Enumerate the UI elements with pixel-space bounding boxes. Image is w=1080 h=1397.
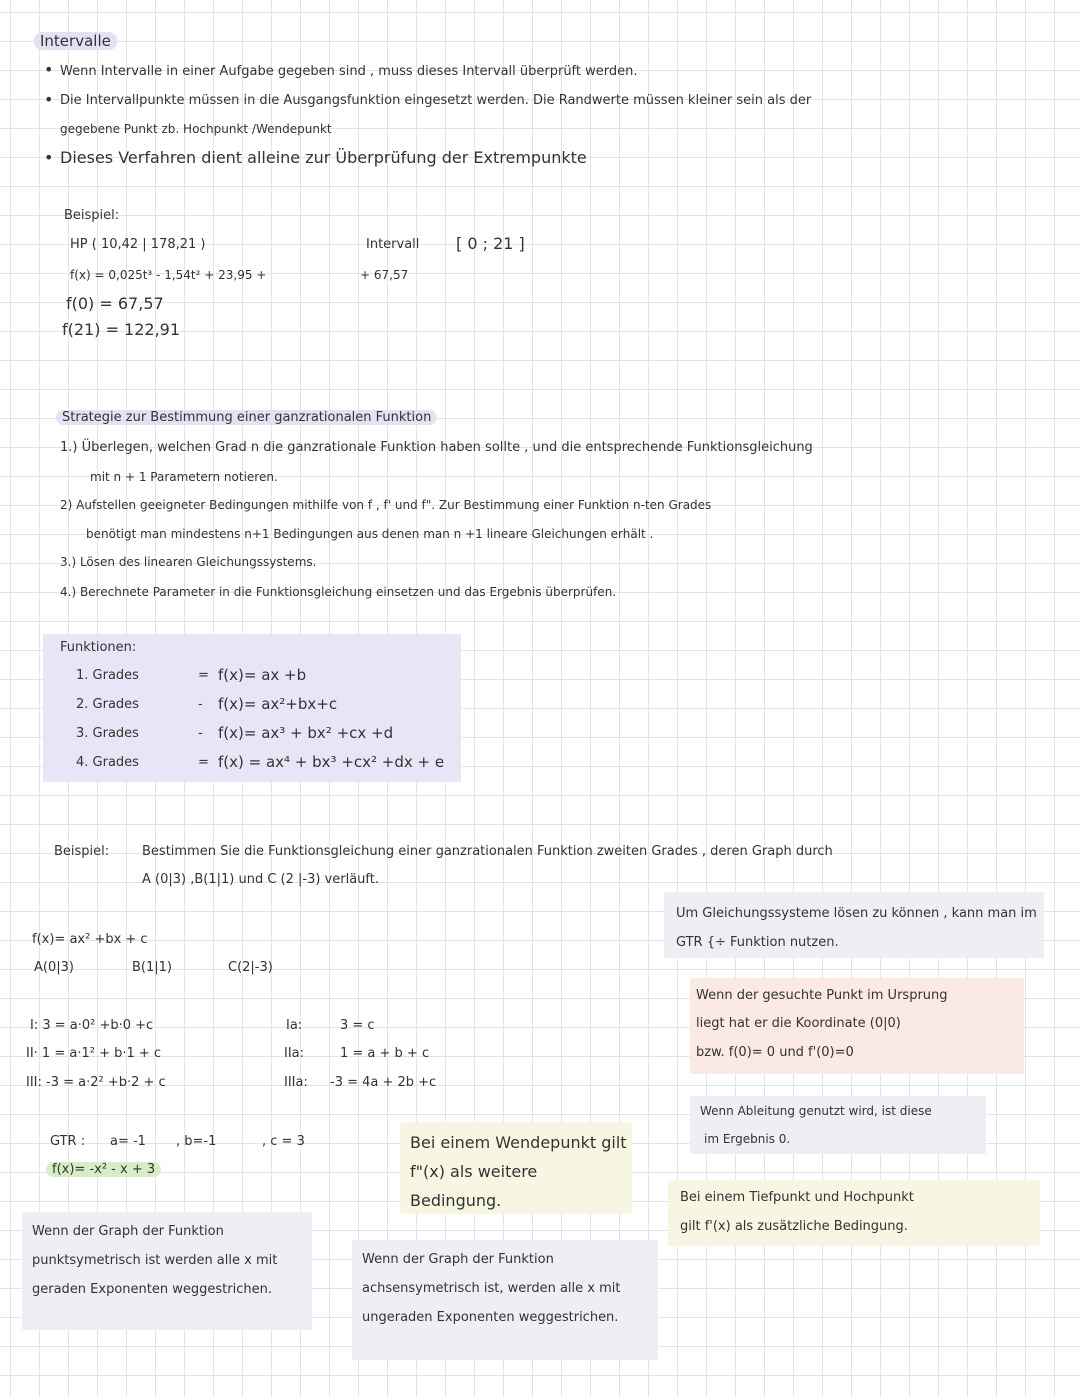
example2-gtr-label: GTR : (50, 1134, 86, 1149)
example2-gtr-b: , b=-1 (176, 1134, 217, 1149)
functions-header: Funktionen: (60, 640, 137, 655)
gtr-note: Um Gleichungssysteme lösen zu können , kann man im GTR {÷ Funktion nutzen. (676, 906, 1037, 950)
example2-gtr-a: a= -1 (110, 1134, 146, 1149)
example1-f0: f(0) = 67,57 (66, 294, 164, 313)
axis-sym-note: Wenn der Graph der Funktion achsensymetrisch ist, werden alle x mit ungeraden Exponenten weggestrichen. (362, 1252, 621, 1325)
strategy-step4: 4.) Berechnete Parameter in die Funktionsgleichung einsetzen und das Ergebnis überprüfen. (60, 585, 617, 599)
origin-note-line-2: liegt hat er die Koordinate (0|0) (696, 1016, 901, 1031)
wendepunkt-note: Bei einem Wendepunkt gilt f"(x) als weitere Bedingung. (410, 1133, 627, 1210)
example1-label: Beispiel: (64, 208, 120, 223)
page-title: Intervalle (34, 32, 117, 50)
example2-equation-3a: -3 = 4a + 2b +c (330, 1075, 437, 1090)
derivative-note-line-1: Wenn Ableitung genutzt wird, ist diese (700, 1104, 932, 1118)
functions-formula-4: f(x) = ax⁴ + bx³ +cx² +dx + e (218, 753, 445, 771)
functions-grade-4: 4. Grades (76, 755, 139, 770)
example2-label: Beispiel: (54, 844, 110, 859)
example2-equation-1: I: 3 = a·0² +b·0 +c (30, 1018, 154, 1033)
example2-task-1: Bestimmen Sie die Funktionsgleichung einer ganzrationalen Funktion zweiten Grades , deren Graph durch (142, 844, 833, 859)
example1-f21: f(21) = 122,91 (62, 320, 181, 339)
functions-grade-1: 1. Grades (76, 668, 139, 683)
bullet-dot: • (44, 60, 54, 79)
bullet-dot: • (44, 90, 54, 109)
functions-grade-3: 3. Grades (76, 726, 139, 741)
strategy-step1b: mit n + 1 Parametern notieren. (90, 470, 278, 484)
example2-point-b: B(1|1) (132, 960, 172, 975)
example2-point-c: C(2|-3) (228, 960, 273, 975)
strategy-step2b: benötigt man mindestens n+1 Bedingungen aus denen man n +1 lineare Gleichungen erhält . (86, 527, 654, 541)
example2-general-function: f(x)= ax² +bx + c (32, 932, 148, 947)
strategy-step2a: 2) Aufstellen geeigneter Bedingungen mithilfe von f , f' und f". Zur Bestimmung einer Funktion n-ten Grades (60, 498, 712, 512)
extrem-note-line-2: gilt f'(x) als zusätzliche Bedingung. (680, 1219, 908, 1234)
extrem-note-line-1: Bei einem Tiefpunkt und Hochpunkt (680, 1190, 914, 1205)
bullet-2: Die Intervallpunkte müssen in die Ausgangsfunktion eingesetzt werden. Die Randwerte müssen kleiner sein als der (60, 93, 812, 108)
example2-equation-1a: 3 = c (340, 1018, 375, 1033)
example2-equation-3: III: -3 = a·2² +b·2 + c (26, 1075, 166, 1090)
example2-equation-1a-label: Ia: (286, 1018, 303, 1033)
example1-hp: HP ( 10,42 | 178,21 ) (70, 237, 206, 252)
bullet-1: Wenn Intervalle in einer Aufgabe gegeben sind , muss dieses Intervall überprüft werden. (60, 64, 638, 79)
example2-equation-3a-label: IIIa: (284, 1075, 308, 1090)
functions-sep-3: - (198, 726, 203, 741)
derivative-note-line-2: im Ergebnis 0. (704, 1132, 791, 1146)
example2-point-a: A(0|3) (34, 960, 74, 975)
example2-result: f(x)= -x² - x + 3 (46, 1162, 161, 1177)
point-sym-note: Wenn der Graph der Funktion punktsymetrisch ist werden alle x mit geraden Exponenten weggestrichen. (32, 1224, 278, 1297)
example2-equation-2: II· 1 = a·1² + b·1 + c (26, 1046, 162, 1061)
bullet-2-cont: gegebene Punkt zb. Hochpunkt /Wendepunkt (60, 122, 332, 136)
strategy-step3: 3.) Lösen des linearen Gleichungssystems. (60, 555, 317, 569)
example1-interval: [ 0 ; 21 ] (456, 234, 525, 253)
origin-note-line-1: Wenn der gesuchte Punkt im Ursprung (696, 988, 948, 1003)
strategy-step1a: 1.) Überlegen, welchen Grad n die ganzrationale Funktion haben sollte , und die entsprechende Funktionsgleichung (60, 440, 813, 455)
functions-sep-1: = (198, 668, 209, 683)
example1-function-end: + 67,57 (360, 268, 409, 282)
origin-note-line-3: bzw. f(0)= 0 und f'(0)=0 (696, 1045, 854, 1060)
example1-function: f(x) = 0,025t³ - 1,54t² + 23,95 + (70, 268, 267, 282)
example2-equation-2a: 1 = a + b + c (340, 1046, 430, 1061)
example2-gtr-c: , c = 3 (262, 1134, 305, 1149)
example1-interval-label: Intervall (366, 237, 420, 252)
functions-sep-2: - (198, 697, 203, 712)
strategy-title: Strategie zur Bestimmung einer ganzrationalen Funktion (56, 410, 437, 425)
example2-task-2: A (0|3) ,B(1|1) und C (2 |-3) verläuft. (142, 872, 379, 887)
bullet-3: Dieses Verfahren dient alleine zur Überprüfung der Extrempunkte (60, 148, 587, 167)
functions-formula-2: f(x)= ax²+bx+c (218, 695, 338, 713)
example2-equation-2a-label: IIa: (284, 1046, 305, 1061)
bullet-dot: • (44, 148, 54, 167)
functions-formula-1: f(x)= ax +b (218, 666, 307, 684)
functions-sep-4: = (198, 755, 209, 770)
functions-grade-2: 2. Grades (76, 697, 139, 712)
functions-formula-3: f(x)= ax³ + bx² +cx +d (218, 724, 394, 742)
